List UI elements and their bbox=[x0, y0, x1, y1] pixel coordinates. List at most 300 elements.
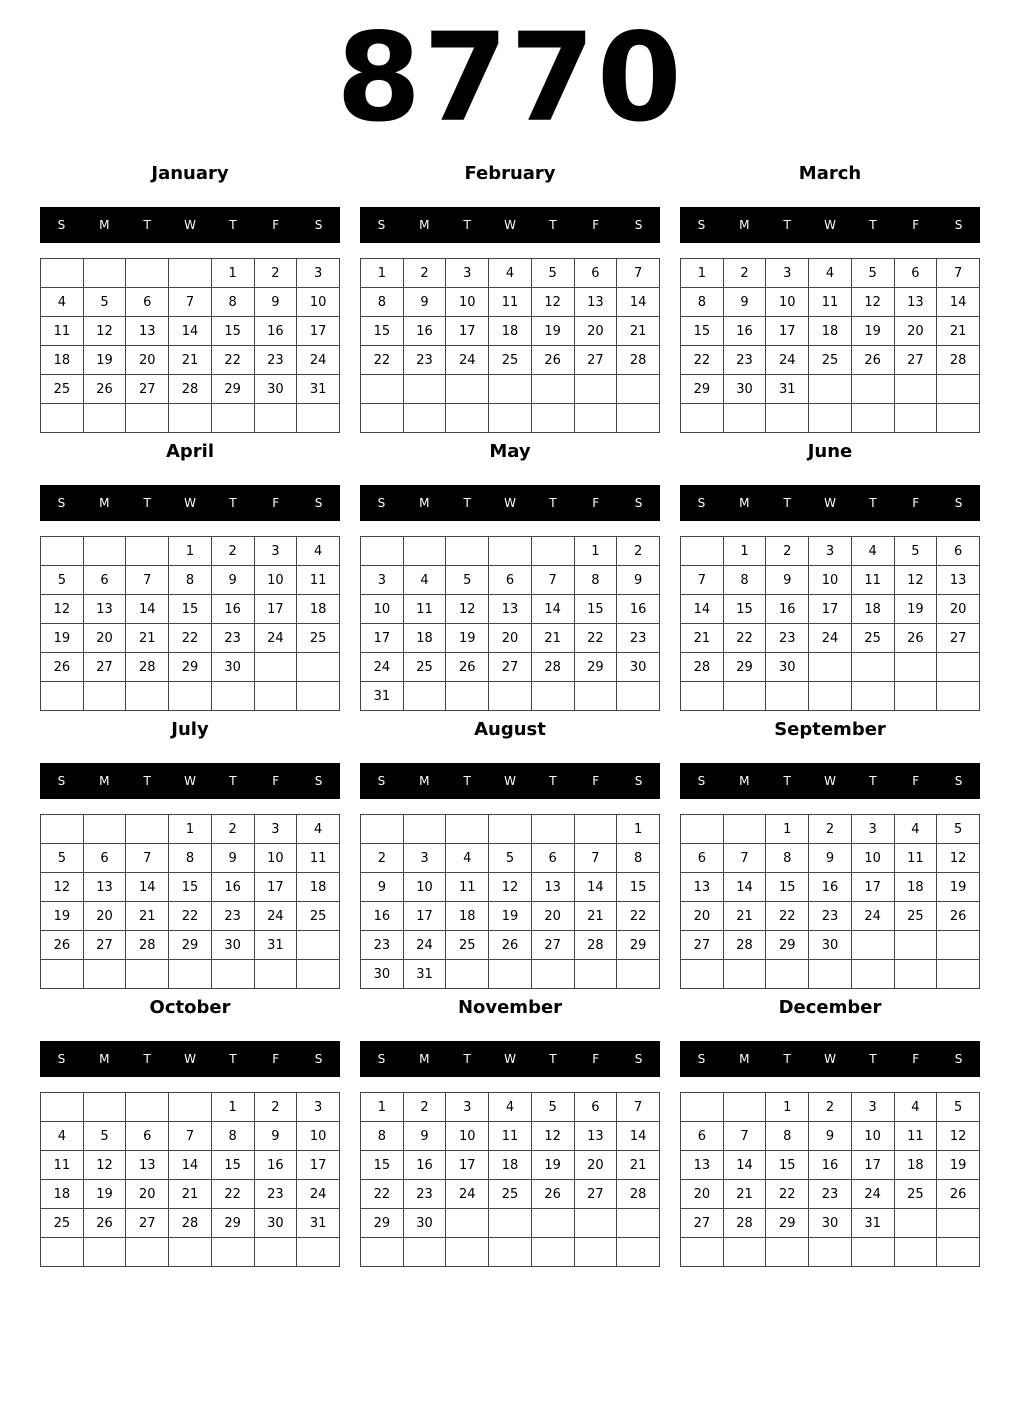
day-cell: 14 bbox=[723, 873, 766, 902]
day-cell: 20 bbox=[126, 346, 169, 375]
day-cell: 11 bbox=[41, 317, 84, 346]
day-cell: 13 bbox=[126, 1151, 169, 1180]
day-cell bbox=[574, 682, 617, 711]
week-row bbox=[41, 1209, 340, 1238]
day-cell: 3 bbox=[851, 1093, 894, 1122]
day-cell: 11 bbox=[489, 288, 532, 317]
day-cell: 28 bbox=[574, 931, 617, 960]
weekday-label: S bbox=[954, 1052, 963, 1066]
day-cell: 16 bbox=[617, 595, 660, 624]
day-cell: 25 bbox=[41, 1209, 84, 1238]
day-cell: 15 bbox=[723, 595, 766, 624]
day-cell: 26 bbox=[41, 931, 84, 960]
day-cell: 21 bbox=[169, 346, 212, 375]
week-row bbox=[41, 844, 340, 873]
day-cell: 30 bbox=[809, 931, 852, 960]
day-cell: 5 bbox=[937, 815, 980, 844]
day-cell: 10 bbox=[361, 595, 404, 624]
day-cell: 9 bbox=[403, 1122, 446, 1151]
day-cell bbox=[83, 815, 126, 844]
week-row bbox=[41, 931, 340, 960]
day-cell: 15 bbox=[211, 317, 254, 346]
day-cell: 17 bbox=[254, 873, 297, 902]
week-row bbox=[41, 259, 340, 288]
day-cell: 8 bbox=[361, 288, 404, 317]
day-cell bbox=[211, 960, 254, 989]
week-row bbox=[41, 815, 340, 844]
week-row bbox=[361, 375, 660, 404]
day-cell: 16 bbox=[403, 1151, 446, 1180]
week-row bbox=[681, 375, 980, 404]
weekday-label: F bbox=[592, 774, 600, 788]
weekday-label: S bbox=[57, 218, 66, 232]
day-cell: 5 bbox=[894, 537, 937, 566]
weekday-label: M bbox=[739, 496, 750, 510]
day-cell bbox=[361, 815, 404, 844]
day-cell: 13 bbox=[531, 873, 574, 902]
day-cell: 19 bbox=[937, 1151, 980, 1180]
weekday-label: T bbox=[783, 774, 791, 788]
week-row bbox=[41, 873, 340, 902]
day-cell: 30 bbox=[403, 1209, 446, 1238]
day-cell: 18 bbox=[809, 317, 852, 346]
day-cell bbox=[937, 682, 980, 711]
day-cell: 12 bbox=[937, 1122, 980, 1151]
week-row bbox=[681, 902, 980, 931]
weekday-label: F bbox=[272, 1052, 280, 1066]
day-cell: 23 bbox=[403, 1180, 446, 1209]
day-cell: 27 bbox=[83, 931, 126, 960]
weekday-label: M bbox=[419, 496, 430, 510]
week-row bbox=[361, 1238, 660, 1267]
weekday-label: T bbox=[143, 496, 151, 510]
day-cell: 18 bbox=[894, 1151, 937, 1180]
day-cell: 7 bbox=[723, 1122, 766, 1151]
day-cell bbox=[446, 375, 489, 404]
day-cell: 26 bbox=[446, 653, 489, 682]
weekday-label: F bbox=[272, 218, 280, 232]
day-cell: 10 bbox=[809, 566, 852, 595]
day-cell: 15 bbox=[361, 317, 404, 346]
day-cell bbox=[403, 537, 446, 566]
day-cell bbox=[574, 1209, 617, 1238]
day-cell: 9 bbox=[723, 288, 766, 317]
day-cell bbox=[446, 1209, 489, 1238]
week-row bbox=[681, 566, 980, 595]
day-cell bbox=[894, 1209, 937, 1238]
day-cell: 8 bbox=[617, 844, 660, 873]
day-cell bbox=[681, 1238, 724, 1267]
day-cell: 11 bbox=[297, 566, 340, 595]
day-cell: 19 bbox=[531, 317, 574, 346]
day-cell: 5 bbox=[446, 566, 489, 595]
day-cell: 18 bbox=[403, 624, 446, 653]
weekday-label: S bbox=[57, 774, 66, 788]
day-cell: 4 bbox=[851, 537, 894, 566]
weekday-label: W bbox=[824, 218, 836, 232]
week-row bbox=[681, 537, 980, 566]
day-cell: 6 bbox=[574, 259, 617, 288]
weekday-label: M bbox=[739, 218, 750, 232]
day-cell: 27 bbox=[574, 346, 617, 375]
day-cell bbox=[894, 1238, 937, 1267]
day-cell: 8 bbox=[211, 288, 254, 317]
day-cell: 8 bbox=[361, 1122, 404, 1151]
weekday-header bbox=[40, 763, 340, 799]
day-cell: 30 bbox=[254, 375, 297, 404]
day-cell bbox=[723, 1093, 766, 1122]
day-cell bbox=[297, 931, 340, 960]
day-cell bbox=[531, 815, 574, 844]
day-cell: 28 bbox=[937, 346, 980, 375]
day-cell: 7 bbox=[574, 844, 617, 873]
week-row bbox=[361, 288, 660, 317]
day-cell bbox=[83, 1093, 126, 1122]
day-cell: 19 bbox=[83, 346, 126, 375]
day-cell: 4 bbox=[489, 259, 532, 288]
day-cell: 8 bbox=[574, 566, 617, 595]
day-cell: 27 bbox=[83, 653, 126, 682]
day-cell bbox=[169, 1093, 212, 1122]
weekday-label: M bbox=[99, 496, 110, 510]
day-cell: 11 bbox=[851, 566, 894, 595]
day-cell bbox=[126, 960, 169, 989]
day-cell: 20 bbox=[894, 317, 937, 346]
day-cell: 6 bbox=[83, 844, 126, 873]
day-cell: 28 bbox=[126, 931, 169, 960]
week-row bbox=[361, 960, 660, 989]
day-cell: 8 bbox=[169, 566, 212, 595]
week-row bbox=[361, 624, 660, 653]
day-cell bbox=[297, 653, 340, 682]
day-cell: 24 bbox=[297, 1180, 340, 1209]
day-cell: 1 bbox=[361, 1093, 404, 1122]
day-cell: 26 bbox=[531, 346, 574, 375]
day-cell bbox=[126, 404, 169, 433]
day-cell: 4 bbox=[446, 844, 489, 873]
week-row bbox=[681, 624, 980, 653]
day-cell: 8 bbox=[211, 1122, 254, 1151]
day-cell bbox=[574, 404, 617, 433]
day-cell: 14 bbox=[617, 1122, 660, 1151]
day-cell: 5 bbox=[83, 1122, 126, 1151]
day-cell bbox=[531, 1209, 574, 1238]
weekday-label: W bbox=[504, 496, 516, 510]
day-cell: 20 bbox=[574, 1151, 617, 1180]
weekday-label: S bbox=[314, 218, 323, 232]
weekday-label: T bbox=[463, 774, 471, 788]
day-cell: 31 bbox=[297, 1209, 340, 1238]
week-row bbox=[681, 960, 980, 989]
day-cell: 7 bbox=[681, 566, 724, 595]
day-cell: 6 bbox=[126, 1122, 169, 1151]
weekday-label: M bbox=[419, 218, 430, 232]
weekday-label: M bbox=[739, 774, 750, 788]
week-row bbox=[41, 624, 340, 653]
day-cell: 18 bbox=[894, 873, 937, 902]
day-cell: 3 bbox=[446, 1093, 489, 1122]
week-row bbox=[361, 1180, 660, 1209]
day-cell: 31 bbox=[851, 1209, 894, 1238]
day-cell bbox=[574, 960, 617, 989]
weekday-label: F bbox=[912, 218, 920, 232]
day-cell bbox=[894, 375, 937, 404]
day-cell bbox=[617, 375, 660, 404]
day-cell bbox=[894, 404, 937, 433]
day-cell: 16 bbox=[211, 595, 254, 624]
day-cell: 15 bbox=[766, 1151, 809, 1180]
day-cell: 30 bbox=[254, 1209, 297, 1238]
day-cell: 2 bbox=[766, 537, 809, 566]
weekday-label: S bbox=[377, 218, 386, 232]
day-cell bbox=[297, 960, 340, 989]
day-cell: 22 bbox=[617, 902, 660, 931]
weekday-label: W bbox=[184, 496, 196, 510]
day-cell: 10 bbox=[851, 844, 894, 873]
day-cell: 27 bbox=[937, 624, 980, 653]
weekday-label: F bbox=[912, 496, 920, 510]
day-cell bbox=[403, 375, 446, 404]
day-cell: 6 bbox=[531, 844, 574, 873]
day-cell bbox=[766, 404, 809, 433]
day-cell: 29 bbox=[681, 375, 724, 404]
weekday-label: T bbox=[463, 1052, 471, 1066]
day-cell: 24 bbox=[851, 1180, 894, 1209]
day-cell: 18 bbox=[489, 317, 532, 346]
day-cell: 13 bbox=[489, 595, 532, 624]
day-cell bbox=[211, 682, 254, 711]
week-row bbox=[41, 317, 340, 346]
day-cell: 21 bbox=[531, 624, 574, 653]
day-cell: 10 bbox=[297, 1122, 340, 1151]
weekday-label: M bbox=[99, 774, 110, 788]
day-cell bbox=[489, 537, 532, 566]
weekday-label: M bbox=[419, 774, 430, 788]
week-row bbox=[41, 1093, 340, 1122]
day-cell bbox=[809, 653, 852, 682]
weekday-label: W bbox=[824, 1052, 836, 1066]
day-cell: 19 bbox=[41, 624, 84, 653]
week-row bbox=[681, 653, 980, 682]
day-cell: 7 bbox=[617, 259, 660, 288]
week-row bbox=[361, 537, 660, 566]
day-cell: 4 bbox=[41, 288, 84, 317]
day-cell: 11 bbox=[894, 844, 937, 873]
day-cell: 12 bbox=[41, 873, 84, 902]
day-cell: 24 bbox=[766, 346, 809, 375]
day-cell bbox=[446, 815, 489, 844]
day-cell bbox=[211, 1238, 254, 1267]
weekday-label: S bbox=[377, 774, 386, 788]
day-cell: 9 bbox=[809, 844, 852, 873]
weekday-label: S bbox=[634, 496, 643, 510]
day-cell bbox=[403, 404, 446, 433]
week-row bbox=[681, 1209, 980, 1238]
day-cell: 23 bbox=[403, 346, 446, 375]
day-cell: 26 bbox=[83, 375, 126, 404]
week-row bbox=[361, 1151, 660, 1180]
day-cell: 11 bbox=[403, 595, 446, 624]
day-cell: 25 bbox=[297, 902, 340, 931]
day-cell: 1 bbox=[574, 537, 617, 566]
day-cell bbox=[723, 815, 766, 844]
weekday-label: W bbox=[504, 1052, 516, 1066]
day-cell: 28 bbox=[169, 375, 212, 404]
day-cell bbox=[851, 931, 894, 960]
day-cell bbox=[361, 375, 404, 404]
month-name: June bbox=[807, 441, 853, 462]
day-cell: 19 bbox=[894, 595, 937, 624]
day-cell: 4 bbox=[489, 1093, 532, 1122]
weekday-label: T bbox=[143, 1052, 151, 1066]
day-cell: 14 bbox=[169, 317, 212, 346]
day-cell: 22 bbox=[211, 346, 254, 375]
day-cell bbox=[531, 404, 574, 433]
day-cell: 12 bbox=[83, 317, 126, 346]
day-cell: 1 bbox=[361, 259, 404, 288]
day-cell: 26 bbox=[41, 653, 84, 682]
weekday-label: S bbox=[314, 496, 323, 510]
day-cell bbox=[126, 682, 169, 711]
day-cell bbox=[83, 537, 126, 566]
day-cell bbox=[41, 404, 84, 433]
weekday-label: S bbox=[697, 1052, 706, 1066]
day-cell: 6 bbox=[83, 566, 126, 595]
week-row bbox=[681, 317, 980, 346]
day-cell bbox=[361, 1238, 404, 1267]
week-row bbox=[41, 1151, 340, 1180]
weekday-label: T bbox=[549, 218, 557, 232]
day-cell: 24 bbox=[851, 902, 894, 931]
day-cell: 30 bbox=[211, 653, 254, 682]
weekday-label: S bbox=[57, 1052, 66, 1066]
day-cell: 3 bbox=[851, 815, 894, 844]
day-cell: 27 bbox=[489, 653, 532, 682]
day-cell: 3 bbox=[766, 259, 809, 288]
day-cell: 21 bbox=[937, 317, 980, 346]
day-cell: 20 bbox=[126, 1180, 169, 1209]
weekday-label: T bbox=[549, 774, 557, 788]
day-cell: 24 bbox=[403, 931, 446, 960]
week-row bbox=[41, 653, 340, 682]
day-cell: 30 bbox=[809, 1209, 852, 1238]
week-row bbox=[41, 1122, 340, 1151]
day-grid bbox=[360, 258, 660, 433]
day-cell: 16 bbox=[766, 595, 809, 624]
day-cell: 24 bbox=[809, 624, 852, 653]
weekday-label: W bbox=[184, 1052, 196, 1066]
day-cell: 1 bbox=[169, 815, 212, 844]
day-cell bbox=[574, 815, 617, 844]
day-cell: 21 bbox=[126, 902, 169, 931]
month-name: March bbox=[798, 163, 862, 184]
day-cell bbox=[361, 404, 404, 433]
day-cell: 23 bbox=[211, 624, 254, 653]
day-grid bbox=[360, 1092, 660, 1267]
weekday-header bbox=[360, 207, 660, 243]
weekday-label: S bbox=[697, 496, 706, 510]
day-cell bbox=[937, 1209, 980, 1238]
day-cell bbox=[531, 537, 574, 566]
day-cell: 9 bbox=[211, 566, 254, 595]
day-cell: 20 bbox=[681, 1180, 724, 1209]
day-cell: 19 bbox=[531, 1151, 574, 1180]
day-cell bbox=[169, 682, 212, 711]
day-cell bbox=[41, 1093, 84, 1122]
day-cell: 5 bbox=[851, 259, 894, 288]
day-cell: 24 bbox=[446, 346, 489, 375]
day-cell: 3 bbox=[403, 844, 446, 873]
day-cell: 3 bbox=[254, 815, 297, 844]
day-cell: 14 bbox=[169, 1151, 212, 1180]
day-cell: 7 bbox=[723, 844, 766, 873]
weekday-label: W bbox=[184, 218, 196, 232]
day-cell: 25 bbox=[851, 624, 894, 653]
day-cell: 8 bbox=[723, 566, 766, 595]
day-cell: 10 bbox=[446, 1122, 489, 1151]
day-cell: 12 bbox=[41, 595, 84, 624]
day-cell: 11 bbox=[41, 1151, 84, 1180]
day-cell bbox=[489, 404, 532, 433]
day-cell bbox=[723, 1238, 766, 1267]
day-cell bbox=[851, 653, 894, 682]
week-row bbox=[681, 259, 980, 288]
day-cell: 17 bbox=[766, 317, 809, 346]
day-cell bbox=[681, 960, 724, 989]
day-cell bbox=[126, 259, 169, 288]
day-cell: 16 bbox=[403, 317, 446, 346]
weekday-label: T bbox=[869, 1052, 877, 1066]
weekday-header bbox=[680, 763, 980, 799]
day-cell: 6 bbox=[126, 288, 169, 317]
day-cell: 2 bbox=[211, 815, 254, 844]
week-row bbox=[681, 595, 980, 624]
weekday-label: T bbox=[869, 774, 877, 788]
day-cell: 10 bbox=[766, 288, 809, 317]
week-row bbox=[681, 1122, 980, 1151]
week-row bbox=[681, 1093, 980, 1122]
weekday-label: S bbox=[377, 1052, 386, 1066]
day-cell bbox=[809, 960, 852, 989]
weekday-label: T bbox=[229, 218, 237, 232]
day-cell: 19 bbox=[41, 902, 84, 931]
week-row bbox=[41, 902, 340, 931]
week-row bbox=[361, 653, 660, 682]
day-cell bbox=[681, 815, 724, 844]
weekday-label: M bbox=[419, 1052, 430, 1066]
day-cell: 10 bbox=[851, 1122, 894, 1151]
day-cell: 9 bbox=[809, 1122, 852, 1151]
day-cell: 4 bbox=[297, 815, 340, 844]
day-cell bbox=[766, 960, 809, 989]
day-cell: 30 bbox=[617, 653, 660, 682]
day-cell bbox=[723, 960, 766, 989]
weekday-label: T bbox=[549, 496, 557, 510]
day-cell: 24 bbox=[361, 653, 404, 682]
day-cell: 4 bbox=[297, 537, 340, 566]
weekday-label: F bbox=[272, 496, 280, 510]
day-cell: 30 bbox=[723, 375, 766, 404]
week-row bbox=[681, 1238, 980, 1267]
day-cell: 16 bbox=[254, 317, 297, 346]
day-cell: 20 bbox=[531, 902, 574, 931]
day-cell: 16 bbox=[809, 1151, 852, 1180]
day-cell: 25 bbox=[446, 931, 489, 960]
day-cell: 11 bbox=[489, 1122, 532, 1151]
day-cell bbox=[446, 404, 489, 433]
month-name: July bbox=[171, 719, 209, 740]
day-cell: 1 bbox=[681, 259, 724, 288]
